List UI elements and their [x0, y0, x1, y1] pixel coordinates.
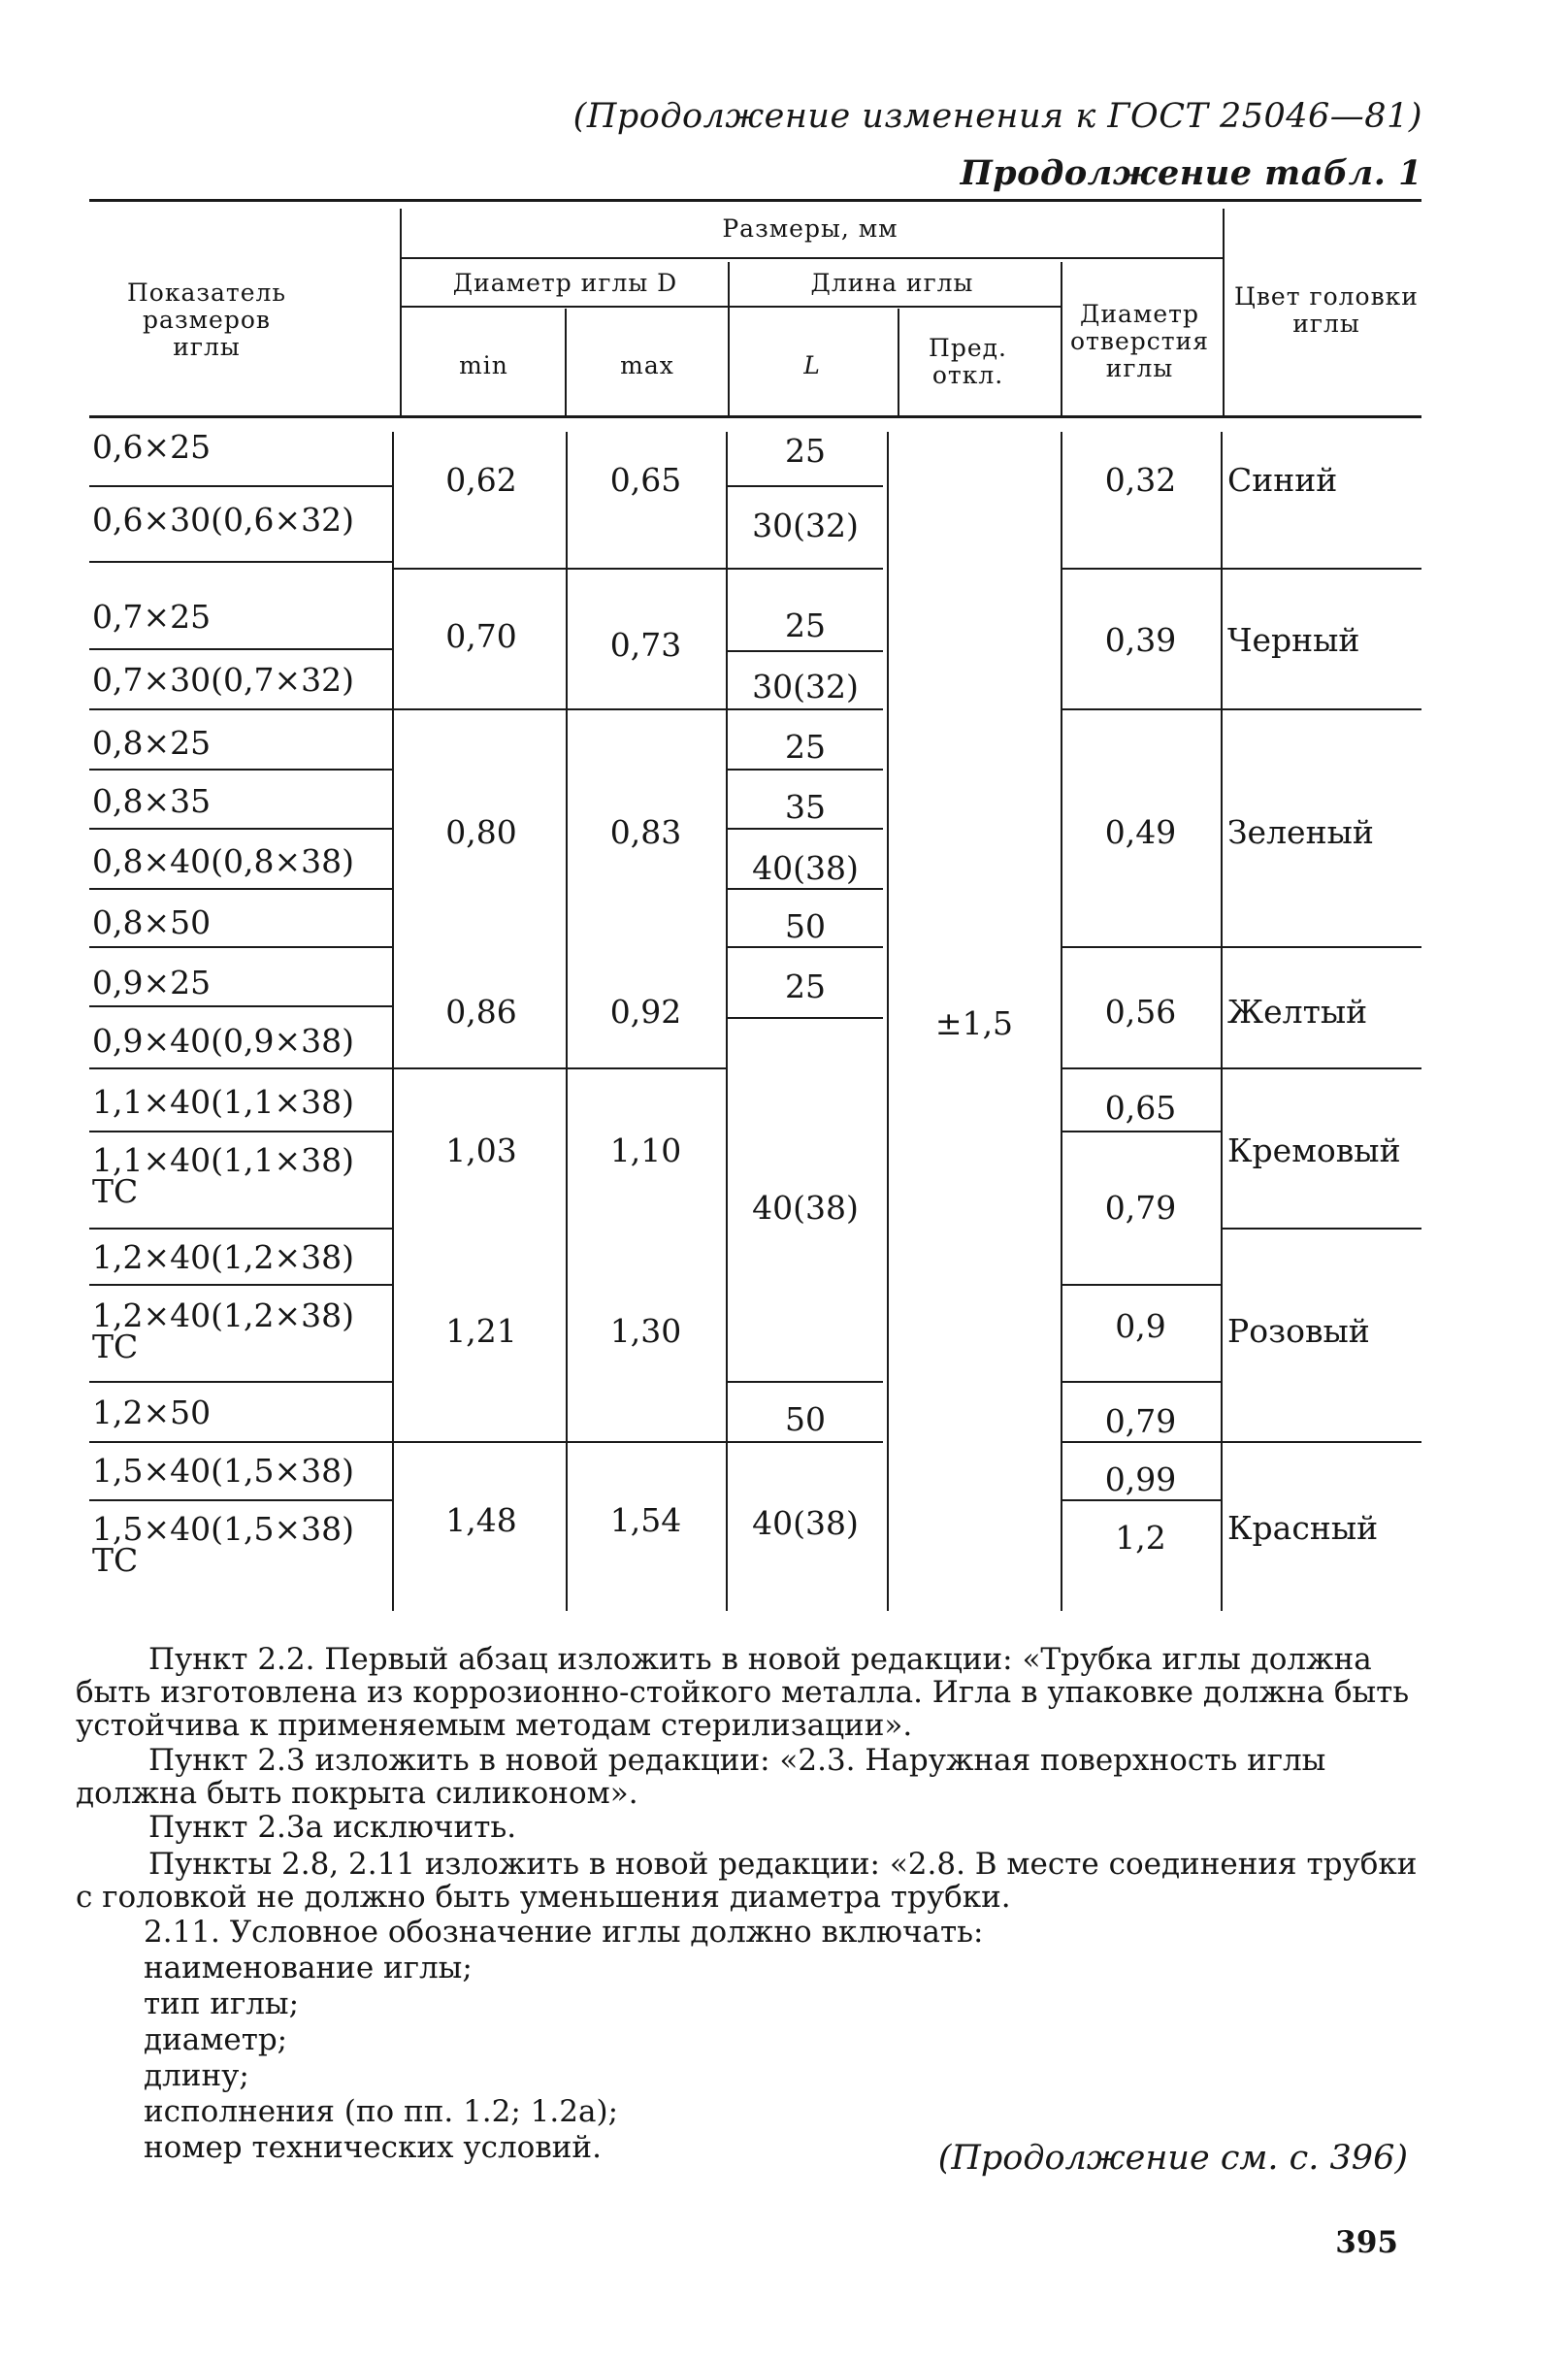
dmax-2: 0,73 — [609, 626, 682, 664]
table-rule — [400, 209, 402, 415]
table-rule — [89, 888, 392, 890]
header-tolerance: Пред. откл. — [929, 334, 1007, 389]
table-rule — [728, 309, 730, 415]
dmin-3: 0,80 — [445, 813, 517, 851]
hole-diameter-8: 0,79 — [1104, 1402, 1177, 1440]
hole-diameter-2: 0,39 — [1104, 621, 1177, 659]
table-rule — [89, 648, 392, 650]
table-rule — [89, 946, 392, 948]
list-item: 2.11. Условное обозначение иглы должно включать: — [144, 1915, 984, 1950]
size-row-9: 0,9×25 — [92, 964, 212, 1001]
length-9: 25 — [785, 968, 826, 1005]
length-10: 40(38) — [752, 1189, 859, 1227]
size-row-6: 0,8×35 — [92, 782, 212, 820]
list-item: исполнения (по пп. 1.2; 1.2а); — [144, 2094, 619, 2129]
table-rule — [89, 708, 392, 710]
list-item: диаметр; — [144, 2022, 288, 2057]
hole-diameter-10: 1,2 — [1115, 1519, 1166, 1557]
head-color-5: Кремовый — [1227, 1132, 1401, 1169]
table-rule — [392, 1067, 726, 1069]
table-rule — [728, 1017, 883, 1019]
size-row-1: 0,6×25 — [92, 428, 212, 466]
table-rule — [728, 769, 883, 771]
length-1: 25 — [785, 432, 826, 470]
length-12: 40(38) — [752, 1504, 859, 1542]
length-7: 40(38) — [752, 849, 859, 887]
length-11: 50 — [785, 1400, 826, 1438]
size-row-2: 0,6×30(0,6×32) — [92, 501, 354, 539]
size-row-4: 0,7×30(0,7×32) — [92, 661, 354, 699]
table-rule — [400, 306, 1061, 308]
size-row-3: 0,7×25 — [92, 598, 212, 636]
tolerance-value: ±1,5 — [934, 1004, 1014, 1042]
table-rule — [728, 888, 883, 890]
table-rule — [1221, 432, 1223, 1611]
table-rule — [1061, 1284, 1221, 1286]
head-color-6: Розовый — [1227, 1312, 1370, 1350]
length-8: 50 — [785, 907, 826, 945]
table-rule — [89, 769, 392, 771]
table-rule — [726, 432, 728, 1611]
dmax-5: 1,10 — [609, 1132, 682, 1169]
table-rule — [392, 568, 726, 570]
hole-diameter-9: 0,99 — [1104, 1460, 1177, 1498]
table-rule — [1061, 1499, 1221, 1501]
continuation-header: (Продолжение изменения к ГОСТ 25046—81) — [572, 97, 1422, 136]
table-rule — [392, 708, 726, 710]
dmin-1: 0,62 — [445, 461, 517, 499]
head-color-3: Зеленый — [1227, 813, 1374, 851]
header-L: L — [803, 351, 821, 379]
hole-diameter-1: 0,32 — [1104, 461, 1177, 499]
table-rule — [1223, 209, 1225, 415]
continued-note: (Продолжение см. с. 396) — [937, 2139, 1408, 2178]
table-rule — [1061, 946, 1221, 948]
paragraph-2-3a — [76, 1811, 1422, 1844]
table-rule — [728, 485, 883, 487]
header-head-color: Цвет головки иглы — [1234, 282, 1419, 338]
table-rule — [728, 946, 883, 948]
dmin-4: 0,86 — [445, 993, 517, 1031]
dmax-4: 0,92 — [609, 993, 682, 1031]
size-row-8: 0,8×50 — [92, 903, 212, 941]
table-rule — [728, 1441, 883, 1443]
paragraph-2-2-text: Пункт 2.2. Первый абзац изложить в новой редакции: «Трубка иглы должна быть изготовлена из коррозионно-стойкого металла. Игла в упаковке должна быть устойчива к применяемым методам стерилизации». — [76, 1642, 1410, 1743]
table-rule — [566, 432, 568, 1611]
hole-diameter-6: 0,79 — [1104, 1189, 1177, 1227]
table-rule — [1221, 946, 1421, 948]
head-color-4: Желтый — [1227, 993, 1368, 1031]
paragraph-2-8-text: Пункты 2.8, 2.11 изложить в новой редакции: «2.8. В месте соединения трубки с головкой не должно быть уменьшения диаметра трубки. — [76, 1847, 1418, 1915]
hole-diameter-3: 0,49 — [1104, 813, 1177, 851]
table-rule — [392, 432, 394, 1611]
table-rule — [898, 309, 899, 415]
paragraph-2-8 — [76, 1848, 1422, 1914]
size-row-7: 0,8×40(0,8×38) — [92, 842, 354, 880]
header-sizes-mm: Размеры, мм — [722, 214, 898, 243]
dmax-7: 1,54 — [609, 1501, 682, 1539]
header-hole-diameter: Диаметр отверстия иглы — [1069, 300, 1210, 382]
list-item: наименование иглы; — [144, 1951, 473, 1985]
table-rule — [89, 1228, 392, 1230]
table-rule — [728, 568, 883, 570]
list-item: тип иглы; — [144, 1986, 300, 2021]
table-rule — [89, 485, 392, 487]
size-row-14: 1,2×40(1,2×38) ТС — [92, 1296, 354, 1365]
size-row-10: 0,9×40(0,9×38) — [92, 1022, 354, 1060]
length-4: 30(32) — [752, 668, 859, 705]
table-rule — [728, 1381, 883, 1383]
paragraph-2-2 — [76, 1643, 1422, 1742]
page-number: 395 — [1335, 2225, 1398, 2260]
header-needle-length: Длина иглы — [810, 269, 974, 297]
table-rule — [89, 828, 392, 830]
size-row-13: 1,2×40(1,2×38) — [92, 1238, 354, 1276]
table-rule — [89, 1381, 392, 1383]
table-rule — [1221, 1441, 1421, 1443]
table-rule — [1061, 568, 1221, 570]
table-rule — [89, 1067, 392, 1069]
list-item: номер технических условий. — [144, 2130, 602, 2165]
table-rule — [1221, 1067, 1421, 1069]
table-rule — [1061, 708, 1221, 710]
size-row-17: 1,5×40(1,5×38) ТС — [92, 1510, 354, 1579]
table-rule — [400, 257, 1223, 259]
length-6: 35 — [785, 788, 826, 826]
size-row-16: 1,5×40(1,5×38) — [92, 1452, 354, 1490]
table-rule — [1061, 262, 1062, 415]
dmax-1: 0,65 — [609, 461, 682, 499]
hole-diameter-4: 0,56 — [1104, 993, 1177, 1031]
table-rule — [89, 415, 1421, 418]
table-rule — [1061, 1131, 1221, 1132]
table-rule — [89, 1005, 392, 1007]
header-needle-diameter: Диаметр иглы D — [452, 269, 678, 297]
length-2: 30(32) — [752, 507, 859, 544]
dmin-5: 1,03 — [445, 1132, 517, 1169]
size-row-12: 1,1×40(1,1×38) ТС — [92, 1141, 354, 1210]
dmax-6: 1,30 — [609, 1312, 682, 1350]
header-min: min — [459, 351, 508, 379]
table-rule — [728, 262, 730, 311]
paragraph-2-3a-text: Пункт 2.3а исключить. — [148, 1810, 517, 1845]
dmin-2: 0,70 — [445, 617, 517, 655]
table-rule — [1061, 1067, 1221, 1069]
table-rule — [1221, 568, 1421, 570]
hole-diameter-7: 0,9 — [1115, 1307, 1166, 1345]
table-rule — [565, 309, 567, 415]
list-item: длину; — [144, 2058, 249, 2093]
table-rule — [887, 432, 889, 1611]
table-rule — [728, 708, 883, 710]
length-3: 25 — [785, 607, 826, 644]
dmin-7: 1,48 — [445, 1501, 517, 1539]
size-row-5: 0,8×25 — [92, 724, 212, 762]
table-continuation-header: Продолжение табл. 1 — [960, 153, 1422, 193]
table-rule — [89, 1499, 392, 1501]
table-rule — [1221, 1228, 1421, 1230]
header-indicator: Показатель размеров иглы — [126, 279, 287, 361]
table-rule — [89, 1131, 392, 1132]
dmax-3: 0,83 — [609, 813, 682, 851]
table-rule — [728, 650, 883, 652]
head-color-1: Синий — [1227, 461, 1338, 499]
table-rule — [1061, 1441, 1221, 1443]
table-rule — [1061, 1381, 1221, 1383]
table-rule — [89, 1441, 392, 1443]
table-rule — [1061, 432, 1062, 1611]
table-rule — [89, 1284, 392, 1286]
table-rule — [1221, 708, 1421, 710]
table-rule — [728, 828, 883, 830]
designation-list — [144, 1915, 983, 2166]
paragraph-2-3-text: Пункт 2.3 изложить в новой редакции: «2.3. Наружная поверхность иглы должна быть покрыта силиконом». — [76, 1743, 1326, 1811]
size-row-15: 1,2×50 — [92, 1394, 212, 1431]
size-row-11: 1,1×40(1,1×38) — [92, 1083, 354, 1121]
table-rule — [392, 1441, 726, 1443]
hole-diameter-5: 0,65 — [1104, 1089, 1177, 1127]
length-5: 25 — [785, 728, 826, 766]
header-max: max — [620, 351, 674, 379]
head-color-2: Черный — [1227, 621, 1360, 659]
head-color-7: Красный — [1227, 1509, 1379, 1547]
paragraph-2-3 — [76, 1744, 1422, 1810]
dmin-6: 1,21 — [445, 1312, 517, 1350]
table-rule — [89, 561, 392, 563]
table-rule — [89, 199, 1421, 202]
